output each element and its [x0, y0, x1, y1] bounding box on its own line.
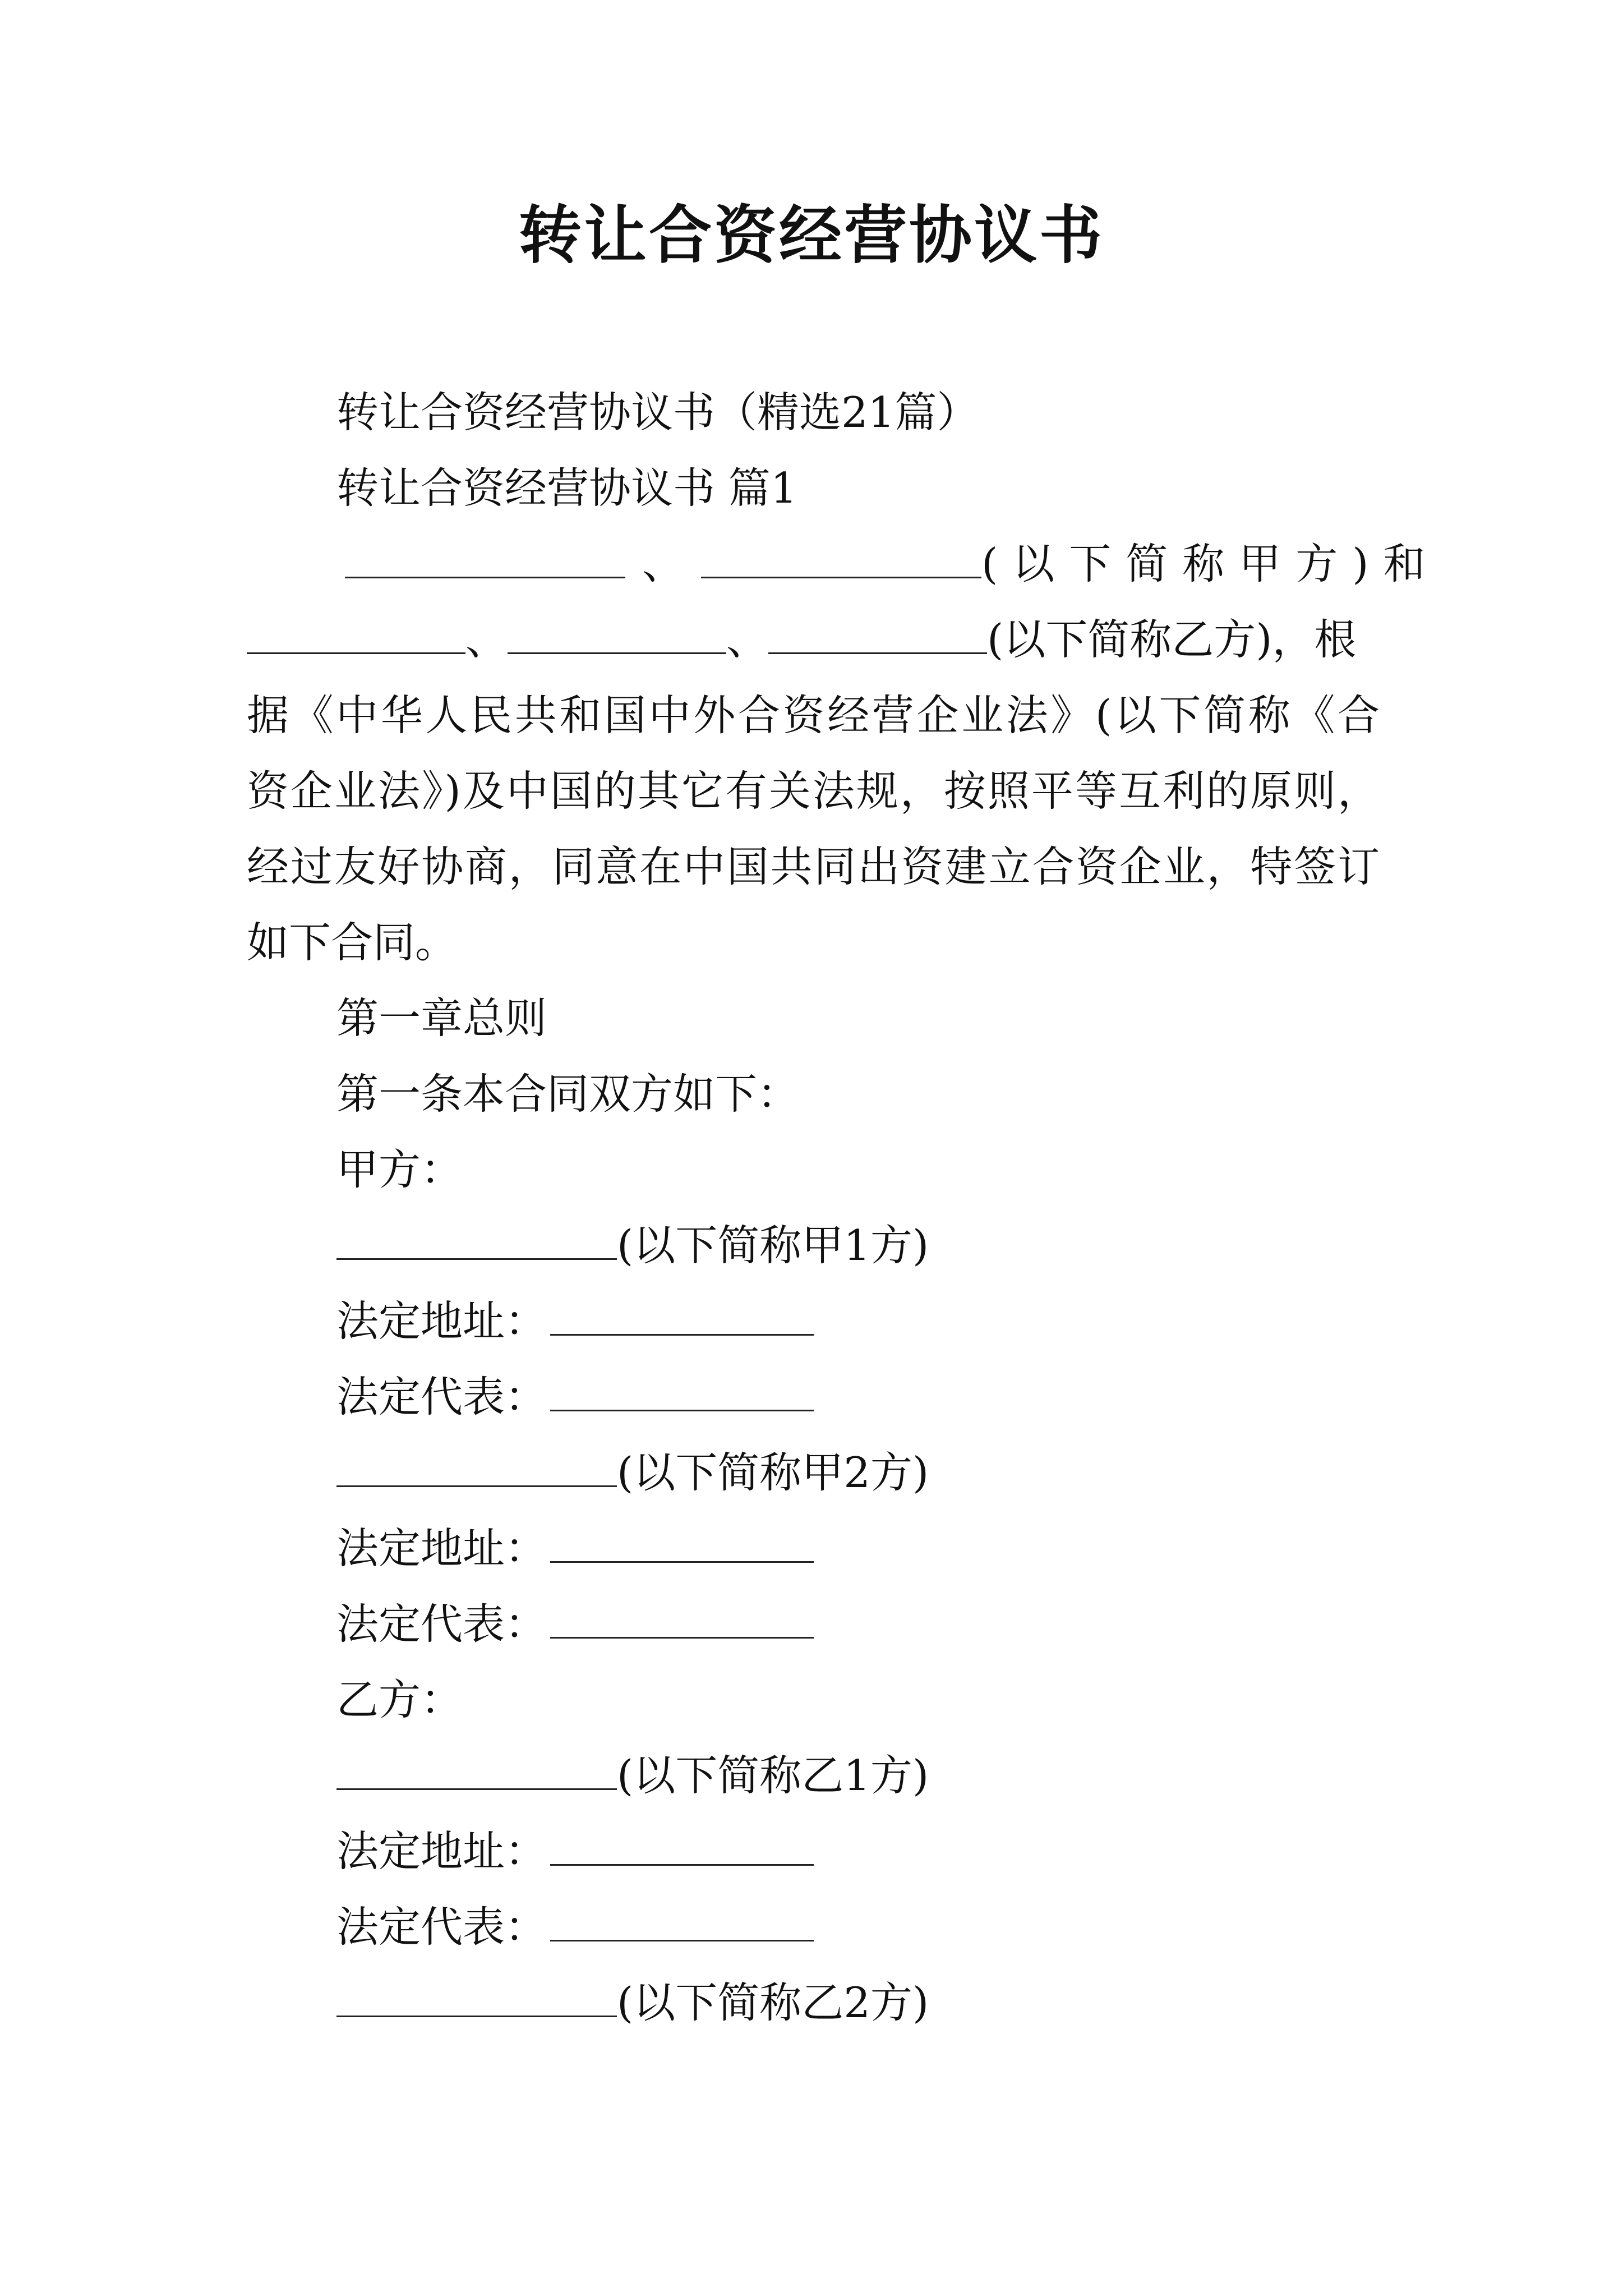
- party-b2-note: (以下简称乙2方): [617, 1978, 929, 2027]
- party-b-blank-1: [247, 618, 465, 654]
- legal-rep-blank: [550, 1602, 814, 1639]
- party-a-blank-2: [701, 542, 981, 578]
- party-b-note: (以下简称乙方)，根: [987, 615, 1357, 664]
- party-b1-note: (以下简称乙1方): [617, 1751, 929, 1800]
- document-title: 转让合资经营协议书: [519, 199, 1104, 272]
- intro-line-5: 经过友好协商，同意在中国共同出资建立合资企业，特签订: [247, 842, 1380, 891]
- party-a2-note: (以下简称甲2方): [617, 1448, 929, 1497]
- legal-rep-label: 法定代表：: [336, 1372, 547, 1421]
- legal-rep-label: 法定代表：: [336, 1599, 547, 1649]
- separator: 、: [465, 615, 508, 664]
- legal-address-blank: [550, 1526, 814, 1563]
- party-a-note: (以下简称甲方)和: [981, 539, 1440, 588]
- party-b1-line: [336, 1747, 929, 1803]
- party-a2-rep: [336, 1596, 814, 1652]
- legal-address-label: 法定地址：: [336, 1826, 547, 1876]
- party-a2-address: [336, 1520, 814, 1576]
- party-b1-rep: [336, 1899, 814, 1955]
- legal-address-blank: [550, 1829, 814, 1866]
- legal-address-label: 法定地址：: [336, 1296, 547, 1346]
- party-a1-blank: [336, 1223, 617, 1260]
- separator: 、: [642, 539, 685, 588]
- legal-address-label: 法定地址：: [336, 1524, 547, 1573]
- chapter-heading: 第一章总则: [336, 993, 547, 1043]
- intro-line-4: 资企业法》)及中国的其它有关法规，按照平等互利的原则，: [247, 766, 1380, 816]
- subtitle: 转让合资经营协议书（精选21篇）: [336, 388, 979, 437]
- party-b-blank-2: [508, 618, 726, 654]
- intro-line-2: [247, 611, 1357, 668]
- party-b-blank-3: [768, 618, 987, 654]
- party-b2-line: [336, 1975, 929, 2031]
- legal-rep-blank: [550, 1905, 814, 1941]
- legal-address-blank: [550, 1299, 814, 1336]
- legal-rep-blank: [550, 1375, 814, 1411]
- party-a-label: 甲方：: [336, 1145, 463, 1194]
- party-a2-blank: [336, 1451, 617, 1487]
- party-b-label: 乙方：: [336, 1675, 463, 1724]
- party-a1-address: [336, 1293, 814, 1349]
- intro-line-1: [345, 536, 1440, 592]
- party-b2-blank: [336, 1981, 617, 2017]
- party-a2-line: [336, 1444, 929, 1501]
- party-a1-rep: [336, 1369, 814, 1425]
- section-heading: 转让合资经营协议书 篇1: [336, 463, 797, 513]
- party-a-blank-1: [345, 542, 625, 578]
- article-1: 第一条本合同双方如下：: [336, 1069, 800, 1119]
- separator: 、: [726, 615, 769, 664]
- intro-line-6: 如下合同。: [247, 918, 458, 967]
- party-b1-blank: [336, 1754, 617, 1790]
- party-b1-address: [336, 1823, 814, 1879]
- legal-rep-label: 法定代表：: [336, 1902, 547, 1952]
- party-a1-note: (以下简称甲1方): [617, 1221, 929, 1270]
- party-a1-line: [336, 1217, 929, 1273]
- intro-line-3: 据《中华人民共和国中外合资经营企业法》(以下简称《合: [247, 691, 1380, 740]
